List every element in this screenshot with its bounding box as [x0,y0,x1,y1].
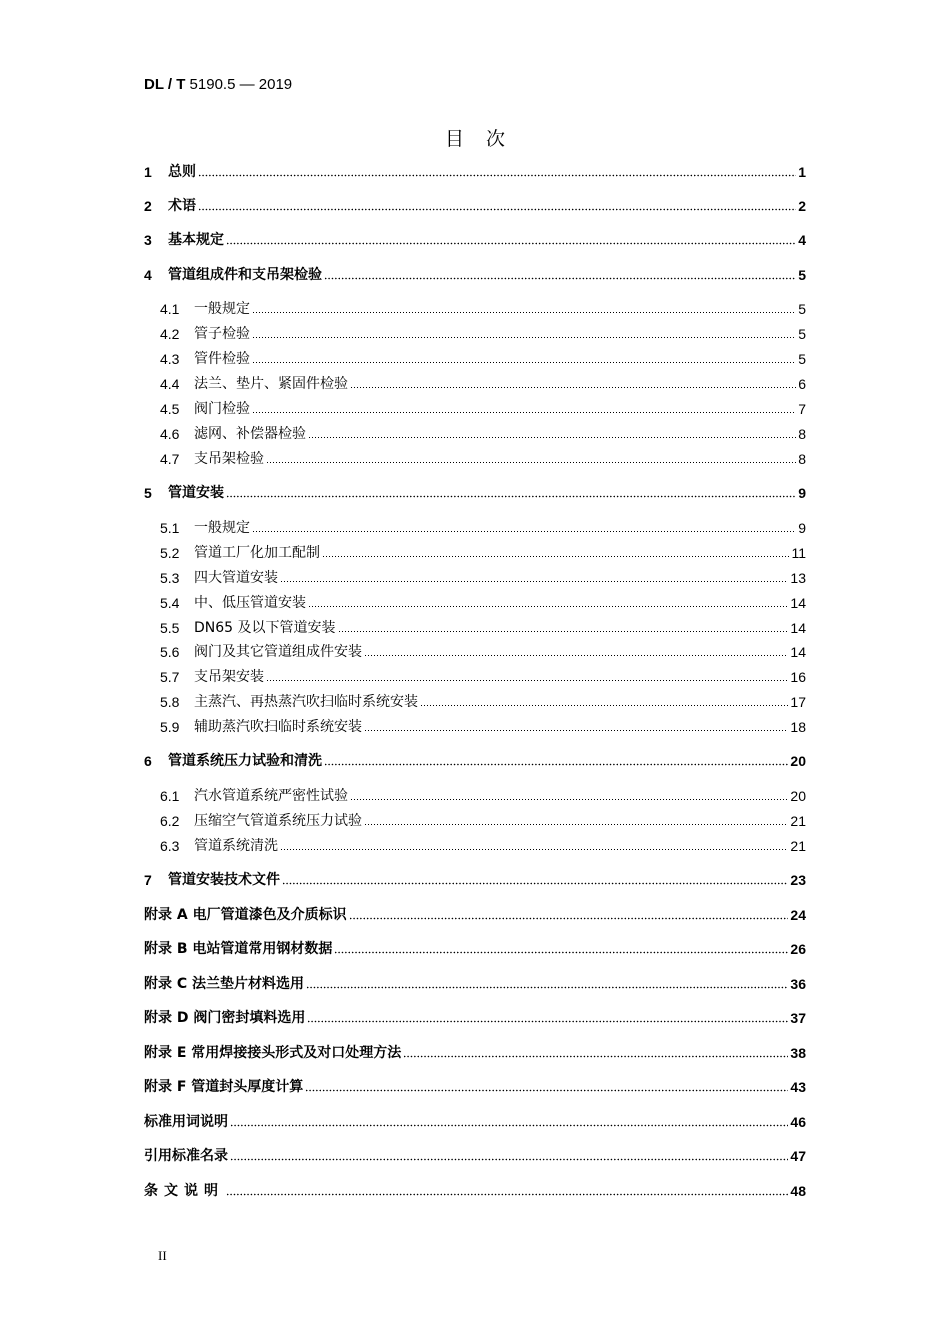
toc-entry-title: 管道安装 [168,485,224,501]
toc-entry[interactable] [144,870,806,890]
toc-dot-leader [364,728,788,733]
toc-entry-page: 18 [790,719,806,735]
toc-dot-leader [280,579,788,584]
toc-entry[interactable] [160,642,806,662]
toc-entry-page: 9 [798,520,806,536]
toc-dot-leader [338,629,789,634]
toc-dot-leader [230,1157,788,1162]
toc-entry[interactable] [160,836,806,856]
toc-entry-number: 6 [144,753,152,769]
toc-entry-number: 4.1 [160,301,180,317]
toc-dot-leader [420,703,788,708]
toc-dot-leader [334,950,788,955]
toc-dot-leader [403,1054,788,1059]
toc-entry[interactable] [160,543,806,563]
toc-dot-leader [308,435,796,440]
toc-entry-number: 5.9 [160,719,180,735]
toc-entry[interactable] [144,974,806,994]
toc-entry-number: 4.3 [160,351,180,367]
toc-entry[interactable] [144,162,806,182]
toc-dot-leader [364,653,788,658]
toc-entry-number: 5.8 [160,694,180,710]
toc-entry-number: 5.4 [160,595,180,611]
toc-entry[interactable] [160,593,806,613]
toc-entry-title: 附录 D 阀门密封填料选用 [144,1010,306,1026]
toc-entry-title: DN65 及以下管道安装 [194,620,336,636]
toc-entry[interactable] [160,568,806,588]
toc-entry[interactable] [144,483,806,503]
toc-entry[interactable] [144,230,806,250]
toc-entry-title: 阀门及其它管道组成件安装 [194,644,362,660]
toc-entry-number: 4 [144,267,152,283]
toc-entry-title: 条文说明 [144,1183,224,1199]
toc-entry-page: 47 [790,1148,806,1164]
toc-dot-leader [226,494,796,499]
toc-entry-title: 基本规定 [168,232,224,248]
toc-entry[interactable] [160,299,806,319]
toc-dot-leader [252,410,796,415]
toc-entry-number: 5.2 [160,545,180,561]
toc-dot-leader [266,678,788,683]
toc-entry-page: 5 [798,351,806,367]
toc-entry[interactable] [144,1043,806,1063]
toc-entry-page: 36 [790,976,806,992]
toc-entry[interactable] [160,811,806,831]
toc-entry[interactable] [160,374,806,394]
toc-entry-number: 1 [144,164,152,180]
toc-entry-page: 5 [798,301,806,317]
toc-dot-leader [324,762,788,767]
toc-entry-page: 17 [790,694,806,710]
toc-entry[interactable] [144,196,806,216]
toc-entry-title: 术语 [168,198,196,214]
toc-entry-title: 管子检验 [194,326,250,342]
toc-entry-title: 管道安装技术文件 [168,872,280,888]
toc-entry-page: 2 [798,198,806,214]
toc-entry-number: 6.1 [160,788,180,804]
toc-entry-number: 4.5 [160,401,180,417]
toc-dot-leader [226,1192,788,1197]
toc-entry-number: 5 [144,485,152,501]
toc-entry-page: 48 [790,1183,806,1199]
toc-entry-title: 管件检验 [194,351,250,367]
toc-entry-page: 7 [798,401,806,417]
toc-entry-number: 5.3 [160,570,180,586]
toc-dot-leader [305,1088,788,1093]
toc-entry-title: 辅助蒸汽吹扫临时系统安装 [194,719,362,735]
toc-entry-page: 6 [798,376,806,392]
toc-entry-title: 附录 A 电厂管道漆色及介质标识 [144,907,347,923]
toc-dot-leader [252,310,796,315]
toc-entry[interactable] [160,449,806,469]
toc-entry[interactable] [160,518,806,538]
toc-entry-page: 14 [790,644,806,660]
toc-dot-leader [308,604,788,609]
toc-entry-page: 20 [790,753,806,769]
toc-entry-number: 4.6 [160,426,180,442]
toc-entry-page: 21 [790,813,806,829]
toc-entry[interactable] [144,1112,806,1132]
toc-entry-title: 附录 C 法兰垫片材料选用 [144,976,305,992]
toc-entry[interactable] [160,424,806,444]
toc-entry-number: 7 [144,872,152,888]
toc-entry-page: 21 [790,838,806,854]
toc-dot-leader [282,881,788,886]
toc-dot-leader [306,985,788,990]
toc-entry-title: 管道组成件和支吊架检验 [168,267,322,283]
toc-entry[interactable] [160,786,806,806]
toc-entry[interactable] [160,349,806,369]
toc-entry[interactable] [144,265,806,285]
toc-entry-number: 2 [144,198,152,214]
toc-entry-title: 中、低压管道安装 [194,595,306,611]
toc-dot-leader [198,173,796,178]
toc-entry-number: 4.2 [160,326,180,342]
toc-entry-page: 37 [790,1010,806,1026]
toc-entry-page: 24 [790,907,806,923]
toc-entry-title: 滤网、补偿器检验 [194,426,306,442]
toc-dot-leader [198,207,796,212]
toc-entry-number: 5.7 [160,669,180,685]
toc-entry[interactable] [144,751,806,771]
toc-entry[interactable] [144,1146,806,1166]
toc-dot-leader [322,554,789,559]
toc-entry[interactable] [144,905,806,925]
standard-code: DL / T [144,76,186,93]
toc-entry[interactable] [160,324,806,344]
toc-dot-leader [252,529,796,534]
toc-entry[interactable] [160,667,806,687]
toc-entry-page: 14 [790,620,806,636]
toc-entry[interactable] [144,939,806,959]
toc-entry-page: 9 [798,485,806,501]
toc-entry-page: 5 [798,267,806,283]
page-number: II [158,1248,167,1263]
toc-entry-page: 14 [790,595,806,611]
toc-dot-leader [324,276,796,281]
toc-entry[interactable] [144,1077,806,1097]
toc-dot-leader [230,1123,788,1128]
toc-entry-title: 附录 F 管道封头厚度计算 [144,1079,304,1095]
toc-entry[interactable] [160,399,806,419]
toc-entry-title: 附录 E 常用焊接接头形式及对口处理方法 [144,1045,402,1061]
toc-entry-page: 13 [790,570,806,586]
toc-entry-number: 6.3 [160,838,180,854]
toc-entry-title: 一般规定 [194,520,250,536]
toc-entry-page: 4 [798,232,806,248]
toc-entry-title: 支吊架安装 [194,669,264,685]
toc-entry[interactable] [160,692,806,712]
toc-entry-title: 附录 B 电站管道常用钢材数据 [144,941,333,957]
toc-dot-leader [349,916,789,921]
toc-entry-page: 11 [791,545,806,561]
toc-entry-title: 压缩空气管道系统压力试验 [194,813,362,829]
toc-entry-title: 法兰、垫片、紧固件检验 [194,376,348,392]
toc-dot-leader [350,385,796,390]
toc-entry-page: 23 [790,872,806,888]
toc-entry-number: 5.5 [160,620,180,636]
toc-entry-page: 16 [790,669,806,685]
toc-entry-title: 阀门检验 [194,401,250,417]
toc-entry-title: 汽水管道系统严密性试验 [194,788,348,804]
toc-entry-page: 1 [798,164,806,180]
toc-entry-page: 26 [790,941,806,957]
toc-dot-leader [307,1019,788,1024]
toc-dot-leader [226,241,796,246]
toc-entry-title: 总则 [168,164,196,180]
toc-entry-title: 管道工厂化加工配制 [194,545,320,561]
toc-entry-page: 46 [790,1114,806,1130]
toc-entry-title: 一般规定 [194,301,250,317]
toc-entry-number: 6.2 [160,813,180,829]
toc-entry-title: 标准用词说明 [144,1114,228,1130]
toc-entry-page: 43 [790,1079,806,1095]
toc-entry-title: 管道系统清洗 [194,838,278,854]
document-code-header [144,76,292,93]
toc-entry[interactable] [144,1181,806,1201]
toc-entry-page: 38 [790,1045,806,1061]
toc-dot-leader [280,847,788,852]
toc-entry-number: 5.6 [160,644,180,660]
toc-entry-page: 8 [798,426,806,442]
toc-entry-number: 4.4 [160,376,180,392]
toc-entry-title: 支吊架检验 [194,451,264,467]
toc-entry[interactable] [160,618,806,638]
toc-entry-title: 主蒸汽、再热蒸汽吹扫临时系统安装 [194,694,418,710]
toc-entry-title: 四大管道安装 [194,570,278,586]
toc-entry-number: 4.7 [160,451,180,467]
toc-entry[interactable] [144,1008,806,1028]
toc-entry-number: 5.1 [160,520,180,536]
toc-dot-leader [266,460,796,465]
toc-entry-number: 3 [144,232,152,248]
toc-entry-title: 管道系统压力试验和清洗 [168,753,322,769]
toc-entry-page: 8 [798,451,806,467]
toc-dot-leader [350,797,788,802]
toc-entry[interactable] [160,717,806,737]
toc-dot-leader [252,335,796,340]
toc-entry-title: 引用标准名录 [144,1148,228,1164]
toc-dot-leader [252,360,796,365]
toc-entry-page: 20 [790,788,806,804]
page-title: 目次 [444,128,527,150]
standard-number: 5190.5 — 2019 [185,76,293,93]
toc-entry-page: 5 [798,326,806,342]
toc-dot-leader [364,822,788,827]
